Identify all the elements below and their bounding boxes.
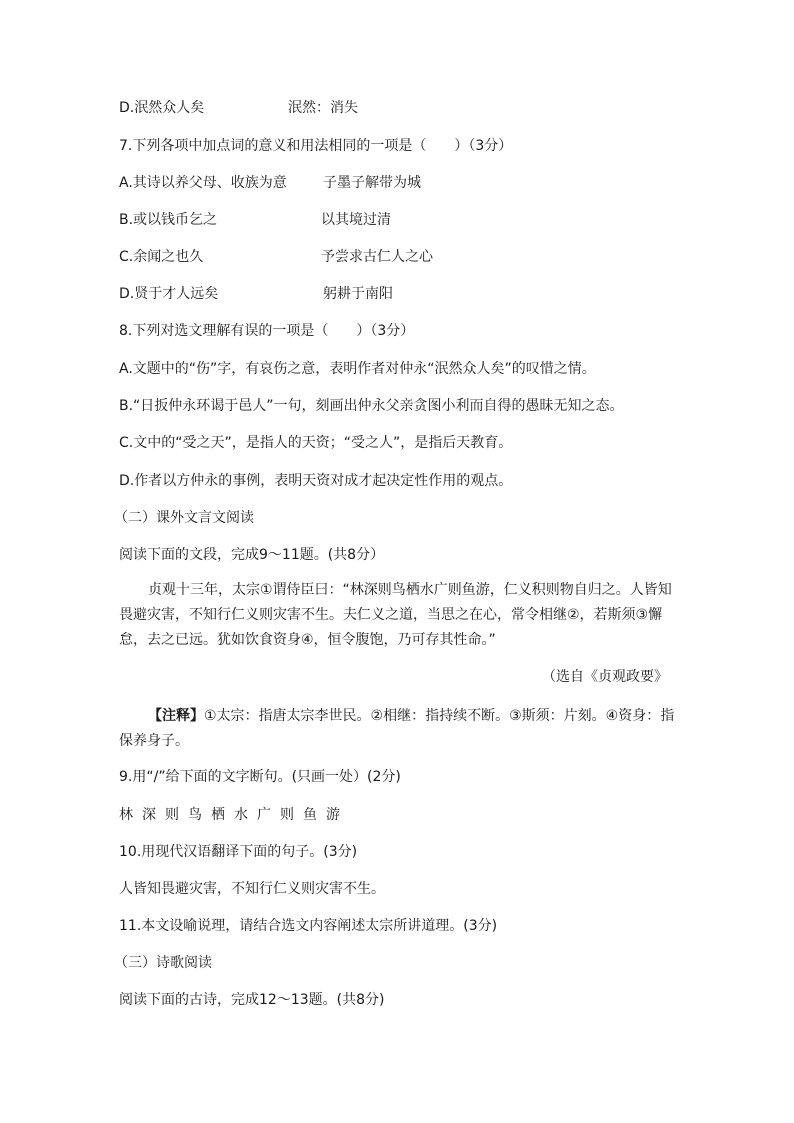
annotation-label: 【注释】 [148, 708, 204, 724]
q7-option-a: A.其诗以养父母、收族为意 [119, 175, 287, 191]
q8-option-c: C.文中的“受之天”，是指人的天资；“受之人”，是指后天教育。 [119, 435, 513, 451]
q10-text: 人皆知畏避灾害，不知行仁义则灾害不生。 [119, 881, 385, 897]
q7-option-d-pair: 躬耕于南阳 [323, 286, 393, 302]
q7-option-b: B.或以钱币乞之 [119, 212, 218, 228]
passage-text: 贞观十三年，太宗①谓侍臣曰：“林深则鸟栖水广则鱼游，仁义积则物自归之。人皆知畏避灾害，不知行仁义则灾害不生。夫仁义之道，当思之在心，常令相继②，若斯须③懈怠，去之已远。犹如饮食资身④，恒令腹饱，乃可存其性命。” [119, 582, 672, 648]
q6-option-d: D.泯然众人矣 [119, 100, 205, 116]
q7-option-d: D.贤于才人远矣 [119, 286, 219, 302]
q7-option-b-pair: 以其境过清 [321, 212, 391, 228]
annotation-text: ①太宗：指唐太宗李世民。②相继：指持续不断。③斯须：片刻。④资身：指保养身子。 [119, 708, 675, 749]
passage-source: （选自《贞观政要》 [542, 669, 668, 685]
section3-title: （三）诗歌阅读 [114, 955, 212, 971]
q9-stem: 9.用“/”给下面的文字断句。(只画一处）(2分) [119, 769, 401, 785]
q7-stem: 7.下列各项中加点词的意义和用法相同的一项是（ ）（3分） [119, 138, 513, 154]
q7-option-c-pair: 予尝求古仁人之心 [321, 249, 433, 265]
section2-title: （二）课外文言文阅读 [114, 510, 254, 526]
q8-option-b: B.“日扳仲永环谒于邑人”一句，刻画出仲永父亲贪图小利而自得的愚昧无知之态。 [119, 398, 624, 414]
q8-option-d: D.作者以方仲永的事例，表明天资对成才起决定性作用的观点。 [119, 473, 513, 489]
q11-stem: 11.本文设喻说理，请结合选文内容阐述太宗所讲道理。(3分) [119, 918, 498, 934]
section2-instruction: 阅读下面的文段，完成9～11题。(共8分） [119, 547, 385, 563]
section3-instruction: 阅读下面的古诗，完成12～13题。(共8分) [119, 992, 385, 1008]
annotation-block [119, 704, 677, 754]
q7-option-c: C.余闻之也久 [119, 249, 204, 265]
q7-option-a-pair: 子墨子解带为城 [323, 175, 421, 191]
q8-option-a: A.文题中的“伤”字，有哀伤之意，表明作者对仲永“泯然众人矣”的叹惜之情。 [119, 361, 596, 377]
q10-stem: 10.用现代汉语翻译下面的句子。(3分) [119, 844, 358, 860]
classical-passage [119, 578, 677, 653]
q8-stem: 8.下列对选文理解有误的一项是（ ）（3分） [119, 323, 415, 339]
q6-option-d-gloss: 泯然：消失 [288, 100, 358, 116]
q9-text: 林深则鸟栖水广则鱼游 [119, 807, 349, 823]
